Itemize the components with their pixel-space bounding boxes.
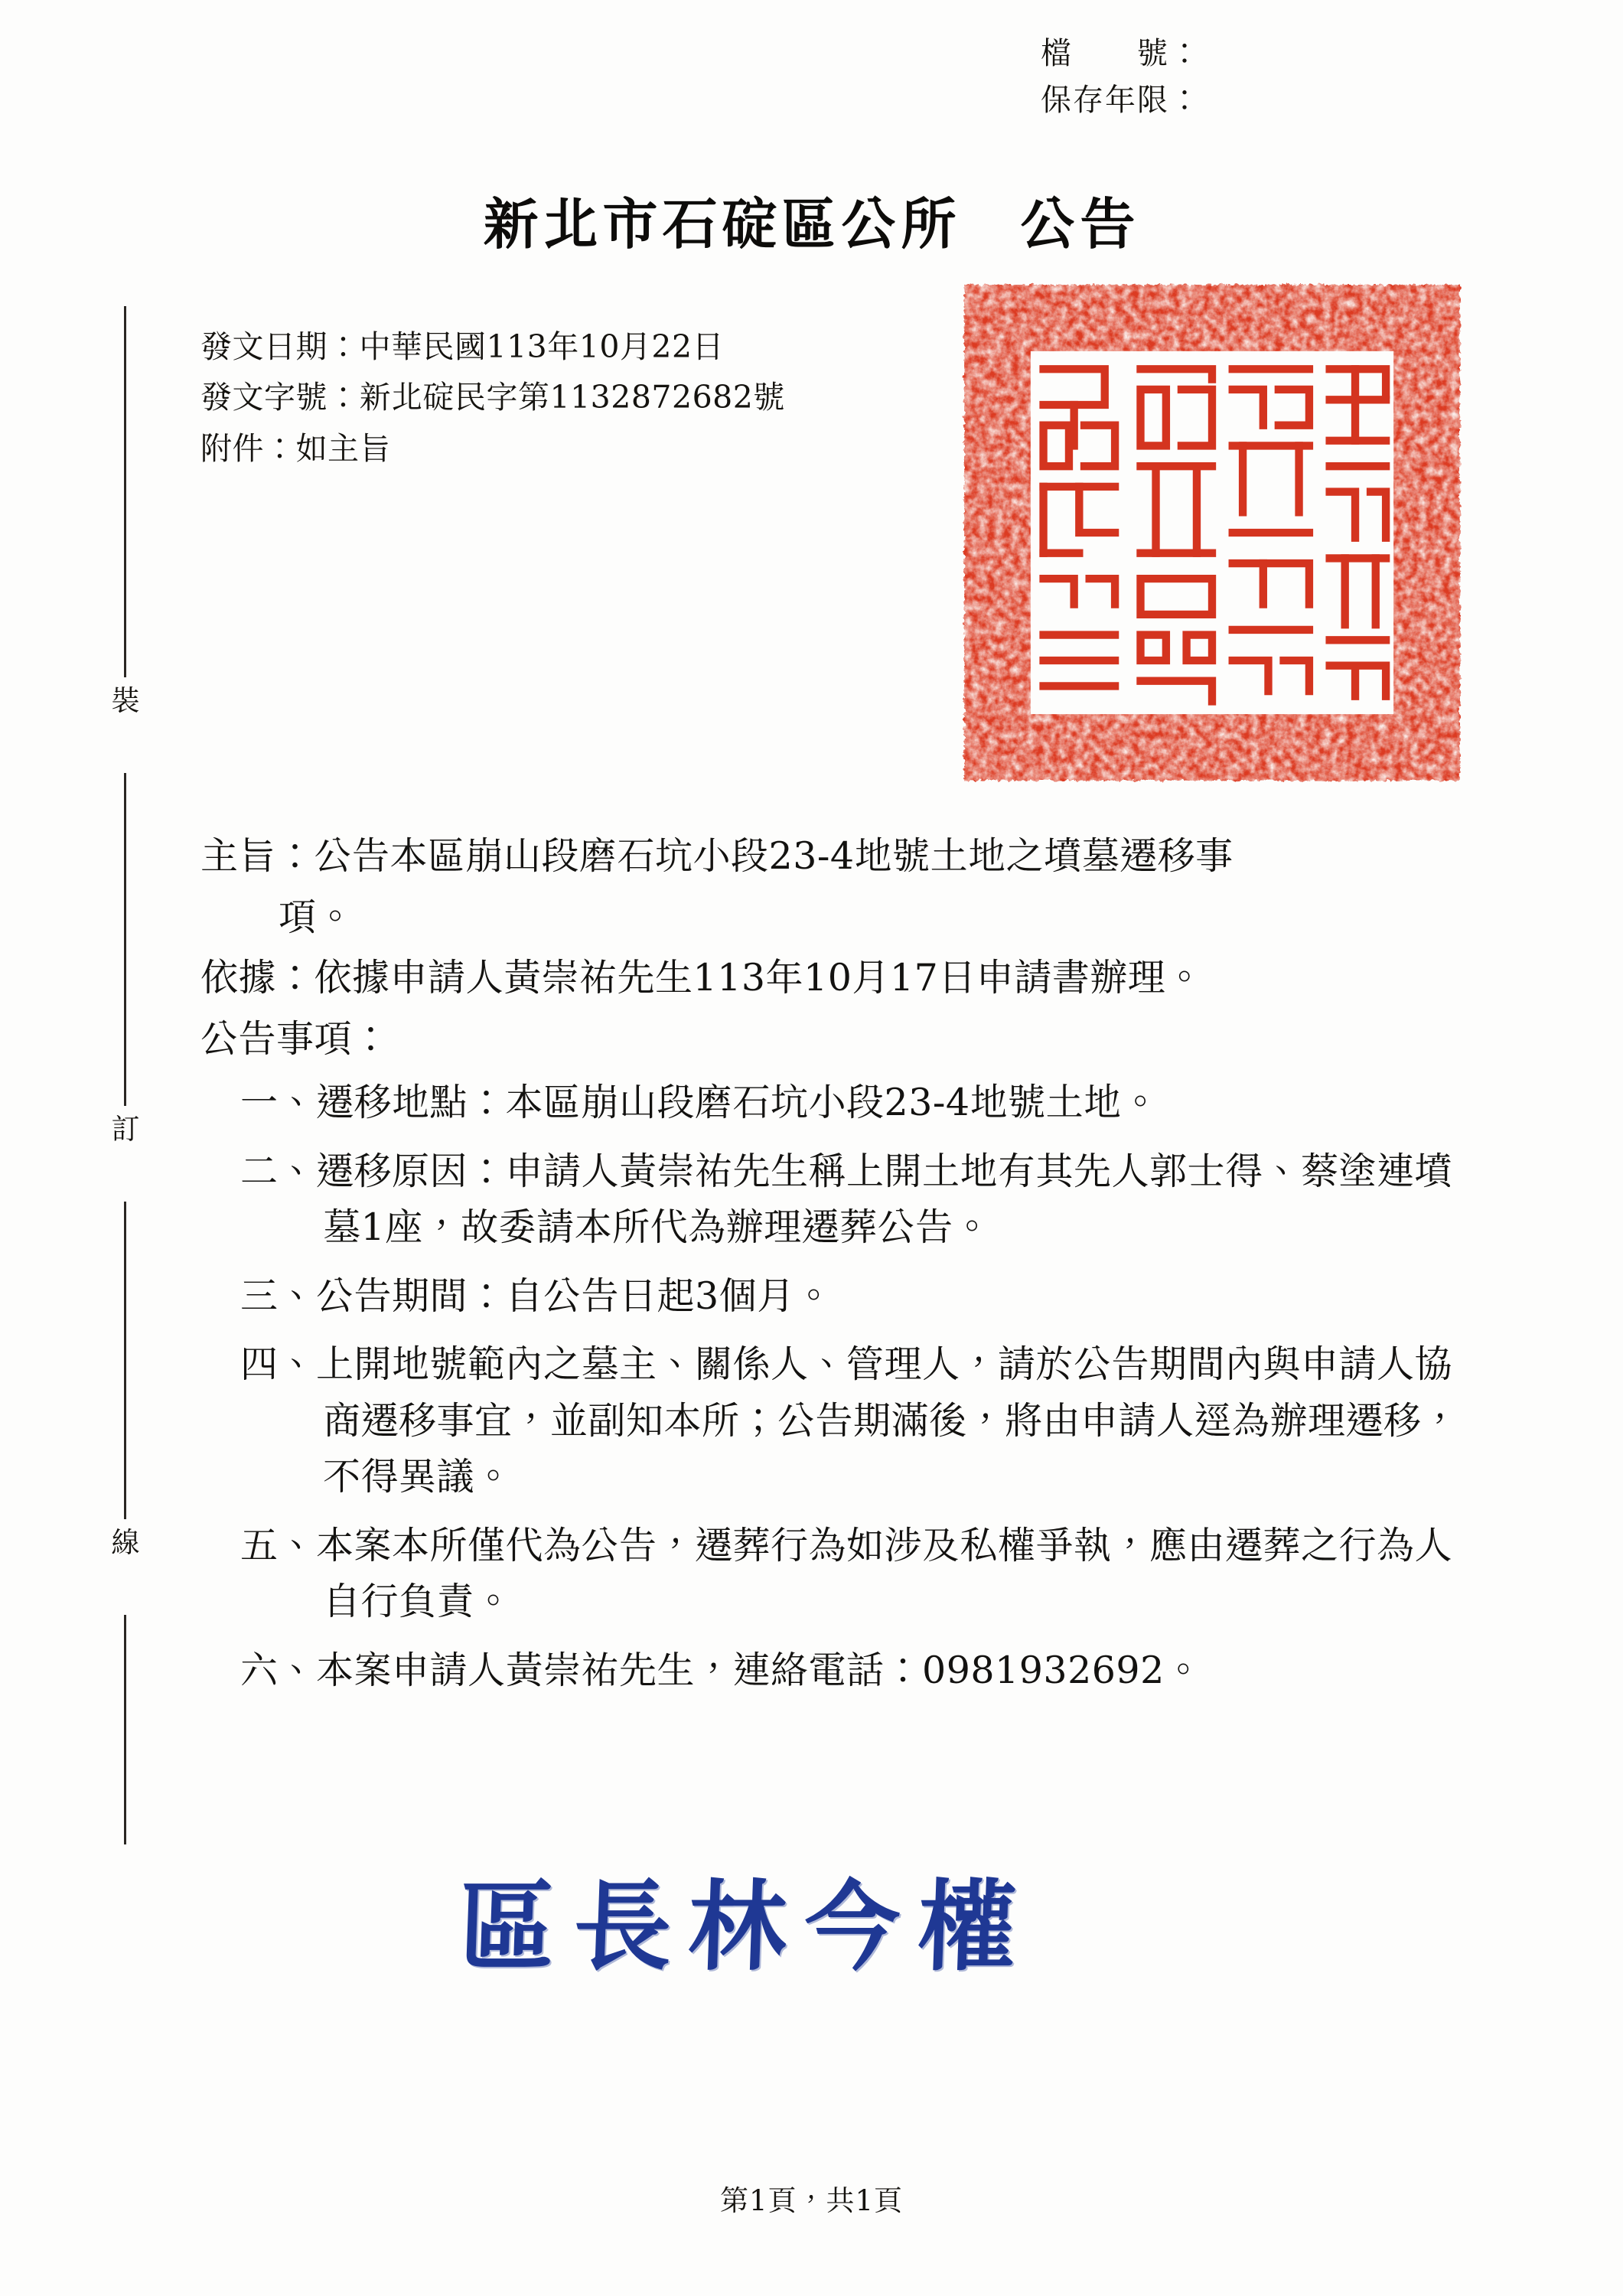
file-number-label: 檔 號： (1041, 36, 1201, 71)
retention-period-label: 保存年限： (1041, 82, 1201, 118)
item-text: 申請人逕為辦理遷移，不得異議。 (323, 1398, 1460, 1499)
item-number: 六、 (240, 1648, 317, 1692)
item-number: 四、 (240, 1342, 317, 1386)
list-item (240, 1143, 1471, 1256)
subject-line-1: 公告本區崩山段磨石坑小段23-4地號土地之墳墓遷移事 (314, 834, 1234, 878)
basis-section (200, 950, 1471, 1006)
list-item (240, 1642, 1471, 1699)
document-body (200, 828, 1471, 1711)
item-text: 得、蔡塗連墳墓1座，故委請本所代為辦理遷葬公告。 (323, 1149, 1453, 1249)
item-text: 遷移地點：本區崩山段磨石坑小段23-4地號土地。 (316, 1081, 1160, 1124)
item-text: 公告期間：自公告日起3個月。 (316, 1274, 833, 1318)
binding-rule-segment (124, 773, 126, 1125)
binding-rule-segment (124, 1615, 126, 1844)
basis-text: 依據申請人黃崇祐先生113年10月17日申請書辦理。 (314, 956, 1204, 1000)
list-item (240, 1268, 1471, 1325)
subject-line-2: 項。 (279, 895, 355, 939)
list-item (240, 1518, 1471, 1630)
item-number: 一、 (240, 1081, 317, 1124)
district-chief-signature: 區長林今權 (456, 1870, 1035, 1985)
binding-mark-bind: 裝 (98, 677, 153, 719)
page-title: 新北市石碇區公所 公告 (483, 191, 1140, 256)
list-item (240, 1075, 1471, 1131)
item-number: 二、 (240, 1149, 317, 1193)
subject-section (200, 828, 1471, 885)
document-meta (200, 321, 889, 474)
subject-line-2-row (200, 889, 1471, 946)
announcement-items (200, 1075, 1471, 1698)
item-number: 五、 (240, 1523, 317, 1567)
list-item (240, 1336, 1471, 1505)
basis-label: 依據： (200, 956, 314, 1000)
attachment-note: 附件：如主旨 (200, 429, 391, 467)
item-text: 上開地號範內之墓主、關係人、管理人，請於公告期間內 (316, 1342, 1263, 1386)
announcement-heading: 公告事項： (200, 1016, 390, 1061)
item-text: 與申請人協商遷移事宜，並副知本所；公告期滿後，將由 (323, 1342, 1453, 1443)
archive-fields (1041, 31, 1469, 124)
binding-mark-line: 線 (98, 1519, 153, 1561)
binding-mark-staple: 訂 (98, 1106, 153, 1147)
item-number: 三、 (240, 1274, 317, 1318)
binding-rule-segment (124, 1202, 126, 1538)
official-seal-stamp (955, 277, 1469, 788)
item-text: 本案本所僅代為公告，遷葬行為如涉及私權爭執，應由遷 (316, 1523, 1263, 1567)
item-text: 葬之行為人自行負責。 (323, 1523, 1453, 1623)
subject-label: 主旨： (200, 834, 314, 878)
document-number: 發文字號：新北碇民字第1132872682號 (200, 379, 785, 416)
binding-margin (92, 306, 153, 1559)
issue-date: 發文日期：中華民國113年10月22日 (200, 328, 725, 365)
item-text: 遷移原因：申請人黃崇祐先生稱上開土地有其先人郭士 (316, 1149, 1226, 1193)
item-text: 本案申請人黃崇祐先生，連絡電話：0981932692。 (316, 1648, 1203, 1692)
page-footer: 第1頁，共1頁 (719, 2184, 904, 2217)
binding-rule-segment (124, 306, 126, 696)
